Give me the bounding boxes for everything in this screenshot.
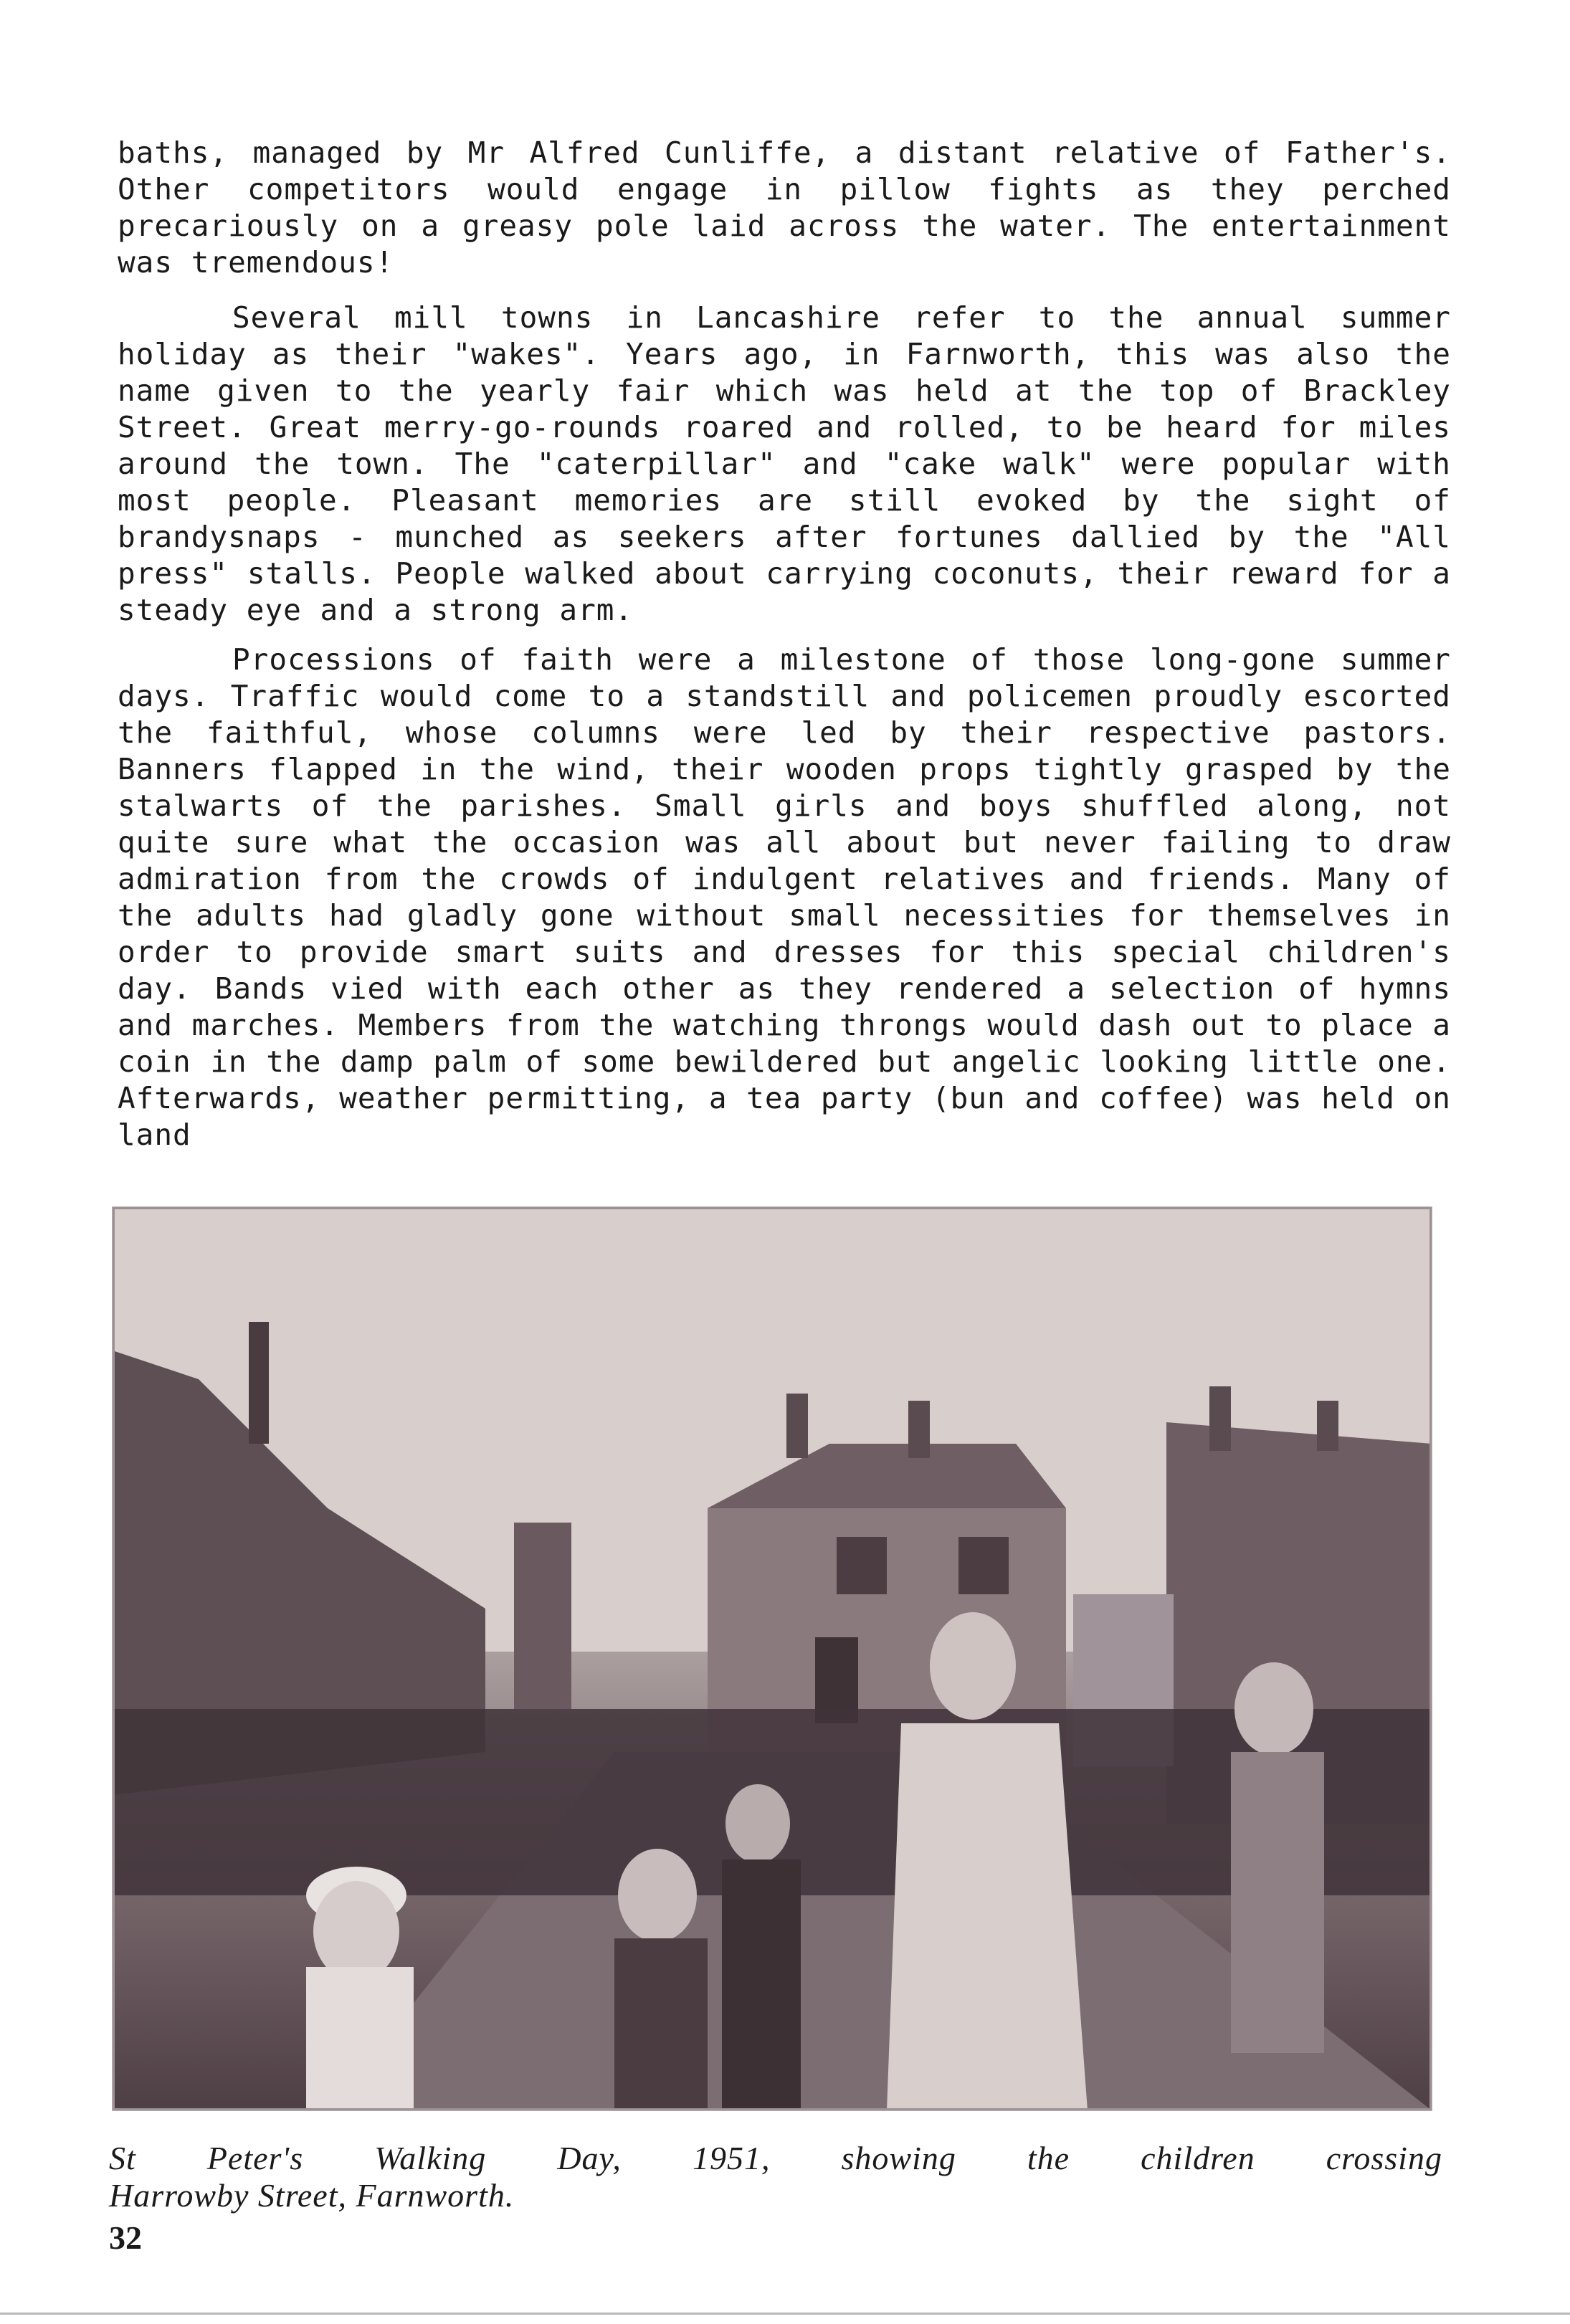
caption-word: 1951, [692,2140,771,2176]
photo-illustration [113,1207,1432,2110]
caption-line-1 [109,2140,1442,2177]
caption-word: the [1027,2140,1070,2176]
caption-word: showing [841,2140,956,2176]
paragraph-1 [118,135,1451,281]
paragraph-3 [118,642,1451,1153]
paragraph-text: Several mill towns in Lancashire refer to the annual summer holiday as their "wakes". Years ago, in Farnworth, this was also the name given to the yearly fair which was held at the top of Brackley Street. Great merry-go-rounds roared and rolled, to be heard for miles around the town. The "caterpillar" and "cake walk" were popular with most people. Pleasant memories are still evoked by the sight of brandysnaps - munched as seekers after fortunes dallied by the "All press" stalls. People walked about carrying coconuts, their reward for a steady eye and a strong arm. [118,300,1451,627]
caption-word: Day, [557,2140,622,2176]
procession-photograph [112,1206,1432,2111]
paragraph-text: baths, managed by Mr Alfred Cunliffe, a distant relative of Father's. Other competitors would engage in pillow fights as they perched precariously on a greasy pole laid across the water. The entertainment was tremendous! [118,135,1451,280]
caption-line-2: Harrowby Street, Farnworth. [109,2177,515,2214]
caption-word: St [109,2140,136,2176]
paragraph-2 [118,300,1451,629]
photo-caption [109,2140,1442,2214]
caption-word: crossing [1326,2140,1442,2176]
caption-word: children [1141,2140,1255,2176]
page-bottom-rule [0,2313,1570,2315]
paragraph-text: Processions of faith were a milestone of those long-gone summer days. Traffic would come to a standstill and policemen proudly escorted the faithful, whose columns were led by their respective pastors. Banners flapped in the wind, their wooden props tightly grasped by the stalwarts of the parishes. Small girls and boys shuffled along, not quite sure what the occasion was all about but never failing to draw admiration from the crowds of indulgent relatives and friends. Many of the adults had gladly gone without small necessities for themselves in order to provide smart suits and dresses for this special children's day. Bands vied with each other as they rendered a selection of hymns and marches. Members from the watching throngs would dash out to place a coin in the damp palm of some bewildered but angelic looking little one. Afterwards, weather permitting, a tea party (bun and coffee) was held on land [118,642,1451,1152]
page-number: 32 [109,2219,142,2256]
caption-word: Peter's [206,2140,304,2176]
caption-word: Walking [374,2140,487,2176]
